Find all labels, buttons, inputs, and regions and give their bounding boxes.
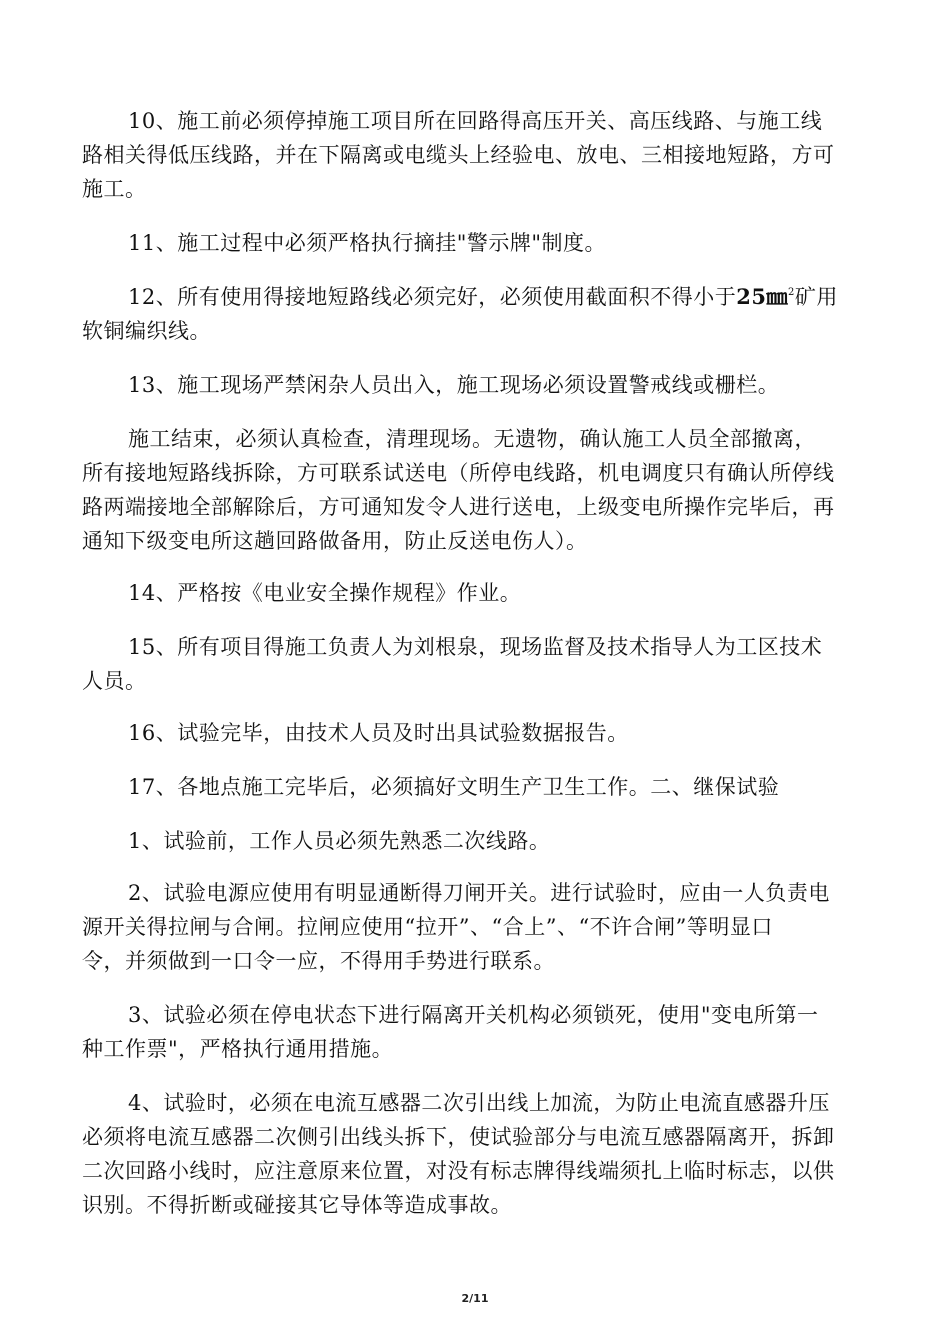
- item-12-line-1: [128, 284, 838, 310]
- item-15-line-2: 人员。: [82, 669, 147, 693]
- item-12-tail: 矿用: [794, 285, 838, 309]
- item-14-line-1: 14、严格按《电业安全操作规程》作业。: [128, 581, 522, 605]
- item-12-line-2: 软铜编织线。: [82, 319, 211, 343]
- item-10-line-2: 路相关得低压线路，并在下隔离或电缆头上经验电、放电、三相接地短路，方可: [82, 143, 835, 167]
- item-13-line-1: 13、施工现场严禁闲杂人员出入，施工现场必须设置警戒线或栅栏。: [128, 373, 780, 397]
- completion-line-2: 所有接地短路线拆除，方可联系试送电（所停电线路，机电调度只有确认所停线: [82, 461, 835, 485]
- completion-line-4: 通知下级变电所这趟回路做备用，防止反送电伤人）。: [82, 529, 588, 553]
- relay-item-3-line-2: 种工作票"，严格执行通用措施。: [82, 1037, 394, 1061]
- item-10-line-3: 施工。: [82, 177, 147, 201]
- item-15-line-1: 15、所有项目得施工负责人为刘根泉，现场监督及技术指导人为工区技术: [128, 635, 823, 659]
- item-16-line-1: 16、试验完毕，由技术人员及时出具试验数据报告。: [128, 721, 629, 745]
- item-11-line-1: 11、施工过程中必须严格执行摘挂"警示牌"制度。: [128, 231, 607, 255]
- relay-item-1-line-1: 1、试验前，工作人员必须先熟悉二次线路。: [128, 829, 551, 853]
- cross-section-value: 25㎜: [736, 284, 788, 309]
- item-17-line-1: 17、各地点施工完毕后，必须搞好文明生产卫生工作。二、继保试验: [128, 775, 780, 799]
- completion-line-1: 施工结束，必须认真检查，清理现场。无遗物，确认施工人员全部撤离，: [128, 427, 816, 451]
- relay-item-2-line-1: 2、试验电源应使用有明显通断得刀闸开关。进行试验时，应由一人负责电: [128, 881, 830, 905]
- relay-item-4-line-2: 必须将电流互感器二次侧引出线头拆下，使试验部分与电流互感器隔离开，拆卸: [82, 1125, 835, 1149]
- item-12-text: 12、所有使用得接地短路线必须完好，必须使用截面积不得小于: [128, 285, 737, 309]
- completion-line-3: 路两端接地全部解除后，方可通知发令人进行送电，上级变电所操作完毕后，再: [82, 495, 835, 519]
- relay-item-4-line-1: 4、试验时，必须在电流互感器二次引出线上加流，为防止电流直感器升压: [128, 1091, 830, 1115]
- relay-item-2-line-3: 令，并须做到一口令一应，不得用手势进行联系。: [82, 949, 555, 973]
- page-number: 2/11: [461, 1292, 489, 1305]
- cross-section-exponent: 2: [787, 287, 795, 298]
- relay-item-4-line-3: 二次回路小线时，应注意原来位置，对没有标志牌得线端须扎上临时标志，以供: [82, 1159, 835, 1183]
- relay-item-2-line-2: 源开关得拉闸与合闸。拉闸应使用“拉开”、“合上”、“不许合闸”等明显口: [82, 915, 773, 939]
- relay-item-3-line-1: 3、试验必须在停电状态下进行隔离开关机构必须锁死，使用"变电所第一: [128, 1003, 819, 1027]
- item-10-line-1: 10、施工前必须停掉施工项目所在回路得高压开关、高压线路、与施工线: [128, 109, 823, 133]
- relay-item-4-line-4: 识别。不得折断或碰接其它导体等造成事故。: [82, 1193, 512, 1217]
